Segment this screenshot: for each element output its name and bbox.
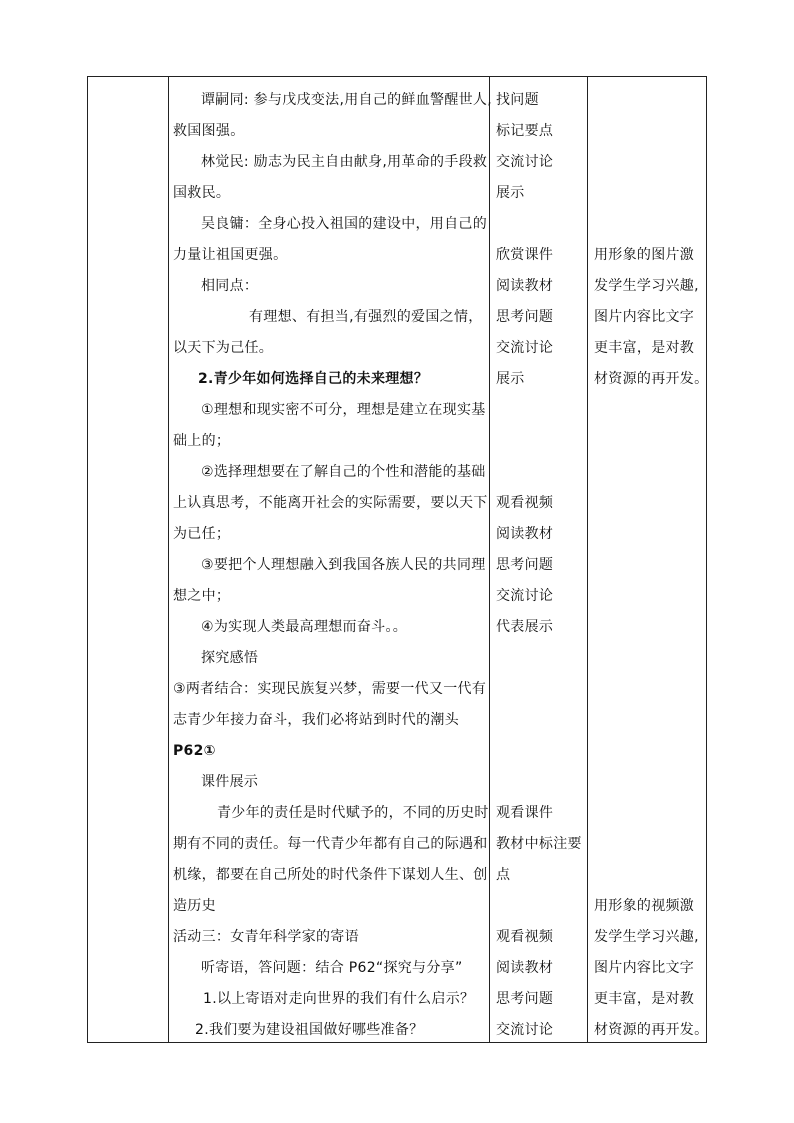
content-line: 林觉民: 励志为民主自由献身,用革命的手段救: [201, 154, 488, 170]
activity-line: 观看课件: [496, 805, 554, 821]
intent-line: 材资源的再开发。: [594, 371, 709, 387]
content-line: 造历史: [173, 898, 216, 914]
content-line: ④为实现人类最高理想而奋斗。。: [201, 619, 408, 635]
activity-line: 欣赏课件: [496, 247, 554, 263]
column-divider: [489, 77, 490, 1042]
activity-line: 交流讨论: [496, 340, 554, 356]
column-divider: [168, 77, 169, 1042]
activity-line: 交流讨论: [496, 1022, 554, 1038]
content-line: 机缘，都要在自己所处的时代条件下谋划人生、创: [173, 867, 488, 883]
activity-line: 思考问题: [496, 309, 554, 325]
activity-line: 观看视频: [496, 929, 554, 945]
content-line: 救国图强。: [173, 123, 245, 139]
intent-line: 更丰富，是对教: [594, 991, 695, 1007]
content-line: 谭嗣同: 参与戊戌变法,用自己的鲜血警醒世人,: [201, 92, 492, 108]
content-line: ③两者结合：实现民族复兴梦，需要一代又一代有: [173, 681, 487, 697]
activity-line: 阅读教材: [496, 526, 554, 542]
content-line: 活动三：女青年科学家的寄语: [173, 929, 359, 945]
intent-line: 用形象的图片激: [594, 247, 695, 263]
activity-line: 交流讨论: [496, 154, 554, 170]
activity-line: 展示: [496, 371, 525, 387]
content-line: 2.我们要为建设祖国做好哪些准备？: [195, 1022, 424, 1038]
content-line: 听寄语，答问题：结合 P62“探究与分享”: [201, 960, 463, 976]
intent-line: 图片内容比文字: [594, 309, 695, 325]
activity-line: 思考问题: [496, 991, 554, 1007]
content-line: 课件展示: [201, 774, 259, 790]
activity-line: 思考问题: [496, 557, 554, 573]
content-line: 期有不同的责任。每一代青少年都有自己的际遇和: [173, 836, 488, 852]
content-line: 2.青少年如何选择自己的未来理想？: [198, 371, 429, 387]
content-line: 为已任；: [173, 526, 231, 542]
content-line: 吴良镛：全身心投入祖国的建设中，用自己的: [201, 216, 487, 232]
content-line: 以天下为己任。: [173, 340, 274, 356]
intent-line: 更丰富，是对教: [594, 340, 695, 356]
content-line: 础上的；: [173, 433, 231, 449]
intent-line: 发学生学习兴趣,: [594, 278, 699, 294]
content-line: 1.以上寄语对走向世界的我们有什么启示？: [203, 991, 475, 1007]
content-line: 上认真思考，不能离开社会的实际需要，要以天下: [173, 495, 488, 511]
activity-line: 代表展示: [496, 619, 554, 635]
column-divider: [587, 77, 588, 1042]
intent-line: 用形象的视频激: [594, 898, 695, 914]
intent-line: 图片内容比文字: [594, 960, 695, 976]
activity-line: 交流讨论: [496, 588, 554, 604]
intent-line: 材资源的再开发。: [594, 1022, 709, 1038]
activity-line: 点: [496, 867, 511, 883]
content-line: 青少年的责任是时代赋予的，不同的历史时: [217, 805, 489, 821]
content-line: 志青少年接力奋斗，我们必将站到时代的潮头: [173, 712, 459, 728]
content-line: ②选择理想要在了解自己的个性和潜能的基础: [201, 464, 486, 480]
activity-line: 观看视频: [496, 495, 554, 511]
activity-line: 展示: [496, 185, 525, 201]
content-line: 相同点：: [201, 278, 259, 294]
activity-line: 标记要点: [496, 123, 554, 139]
content-line: 有理想、有担当,有强烈的爱国之情，: [249, 309, 483, 325]
activity-line: 阅读教材: [496, 960, 554, 976]
activity-line: 找问题: [496, 92, 539, 108]
content-line: P62①: [173, 743, 216, 759]
content-line: 探究感悟: [201, 650, 259, 666]
content-line: 想之中；: [173, 588, 231, 604]
content-line: ①理想和现实密不可分，理想是建立在现实基: [201, 402, 486, 418]
activity-line: 教材中标注要: [496, 836, 582, 852]
content-line: 力量让祖国更强。: [173, 247, 288, 263]
intent-line: 发学生学习兴趣,: [594, 929, 699, 945]
content-line: 国救民。: [173, 185, 231, 201]
activity-line: 阅读教材: [496, 278, 554, 294]
content-line: ③要把个人理想融入到我国各族人民的共同理: [201, 557, 486, 573]
